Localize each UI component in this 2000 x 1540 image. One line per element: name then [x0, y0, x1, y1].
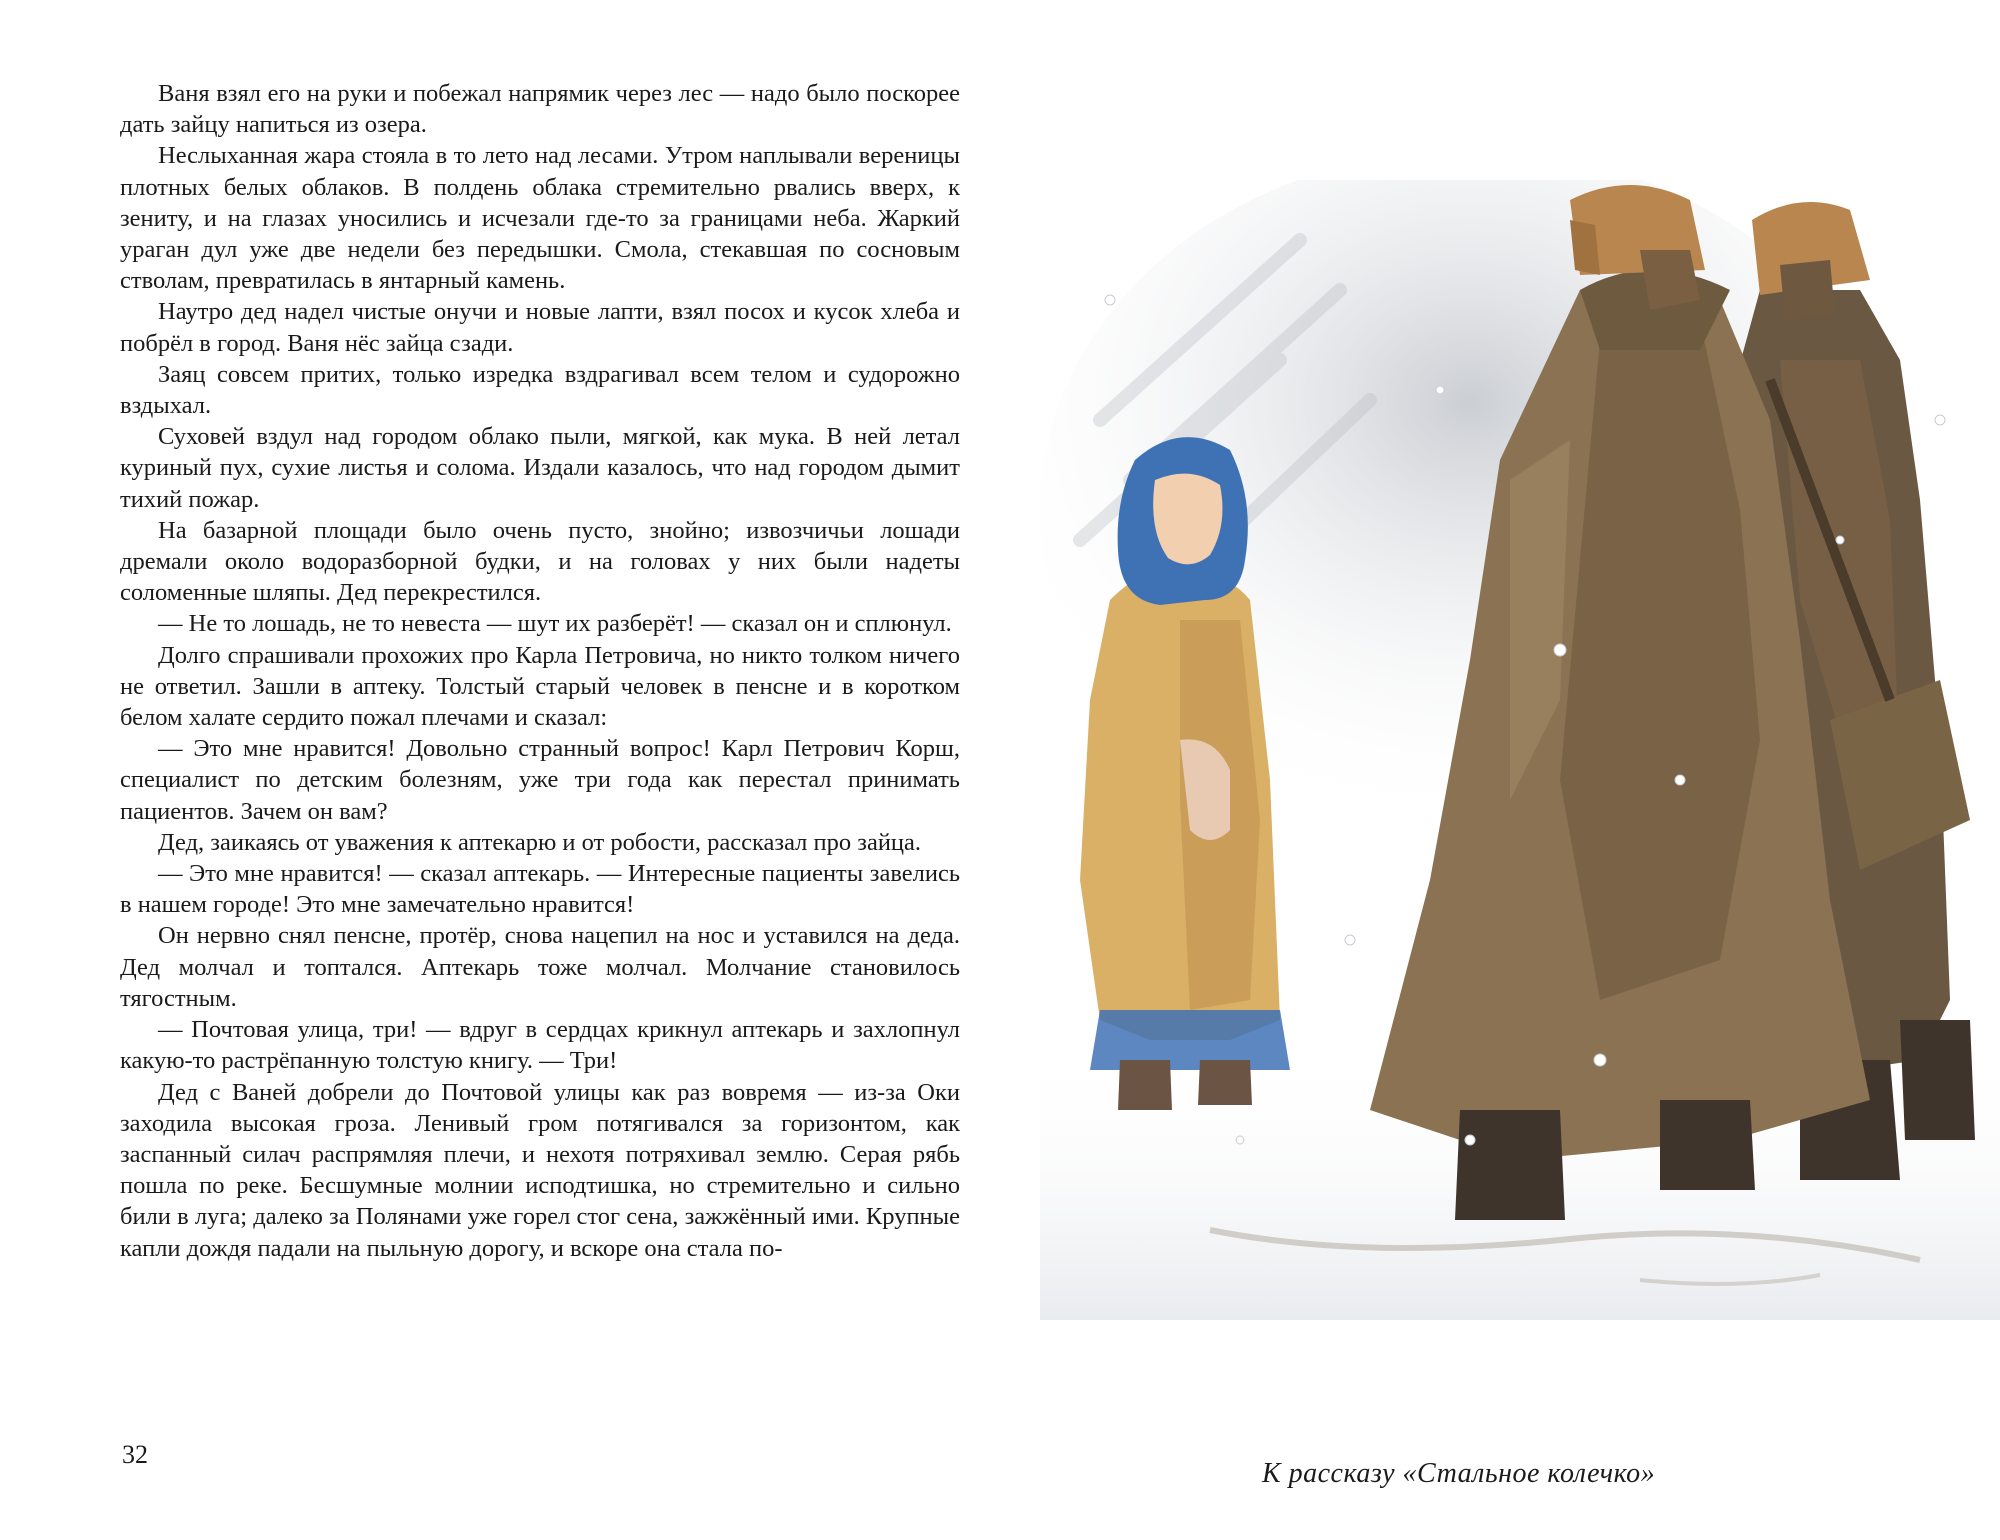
- illustration-caption: К рассказу «Стальное колечко»: [1262, 1458, 1656, 1489]
- boot-right: [1900, 1020, 1975, 1140]
- paragraph: Дед, заикаясь от уважения к аптекарю и от робости, рассказал про зайца.: [158, 828, 922, 856]
- paragraph: На базарной площади было очень пусто, знойно; извозчичьи лошади дремали около водоразборной будки, и на головах у них были надеты соломенные шляпы. Дед перекрестился.: [120, 516, 960, 607]
- illustration-svg: [1040, 180, 2000, 1440]
- paragraph: Долго спрашивали прохожих про Карла Петровича, но никто толком ничего не ответил. Зашли в аптеку. Толстый старый человек в пенсне и в коротком белом халате сердито пожал плечами и сказал:: [120, 641, 960, 732]
- child-boot: [1118, 1060, 1172, 1110]
- face-left: [1640, 250, 1700, 310]
- paragraph: Дед с Ваней добрели до Почтовой улицы как раз вовремя — из-за Оки заходила высокая гроза. Ленивый гром потягивался за горизонтом, как заспанный силач распрямляя плечи, и нехотя потряхивал землю. Серая рябь пошла по реке. Бесшумные молнии исподтишка, но стремительно и сильно били в луга; далеко за Полянами уже горел стог сена, зажжённый ими. Крупные капли дождя падали на пыльную дорогу, и вскоре она стала по-: [120, 1078, 960, 1262]
- paragraph: — Почтовая улица, три! — вдруг в сердцах крикнул аптекарь и захлопнул какую-то растрёпанную толстую книгу. — Три!: [120, 1016, 960, 1075]
- paragraph: Суховей вздул над городом облако пыли, мягкой, как мука. В ней летал куриный пух, сухие листья и солома. Издали казалось, что над городом дымит тихий пожар.: [120, 423, 960, 513]
- page-number: 32: [122, 1440, 148, 1469]
- paragraph: Ваня взял его на руки и побежал напрямик через лес — надо было поскорее дать зайцу напиться из озера.: [120, 80, 960, 139]
- paragraph: — Это мне нравится! — сказал аптекарь. — Интересные пациенты завелись в нашем городе! Это мне замечательно нравится!: [120, 860, 960, 919]
- boot-left: [1660, 1100, 1755, 1190]
- paragraph: Наутро дед надел чистые онучи и новые лапти, взял посох и кусок хлеба и побрёл в город. Ваня нёс зайца сзади.: [120, 298, 960, 357]
- child-boot: [1198, 1060, 1252, 1105]
- illustration-winter-scene: [1040, 180, 2000, 1440]
- paragraph: Неслыханная жара стояла в то лето над лесами. Утром наплывали вереницы плотных белых облаков. В полдень облака стремительно рвались вверх, к зениту, и на глазах уносились и исчезали где-то за границами неба. Жаркий ураган дул уже две недели без передышки. Смола, стекавшая по сосновым стволам, превратилась в янтарный камень.: [120, 142, 960, 295]
- paragraph: — Не то лошадь, не то невеста — шут их разберёт! — сказал он и сплюнул.: [158, 610, 952, 638]
- paragraph: Заяц совсем притих, только изредка вздрагивал всем телом и судорожно вздыхал.: [120, 360, 960, 420]
- child-face: [1153, 474, 1222, 565]
- paragraph: — Это мне нравится! Довольно странный вопрос! Карл Петрович Корш, специалист по детским болезням, уже три года как перестал принимать пациентов. Зачем он вам?: [120, 735, 960, 825]
- paragraph: Он нервно снял пенсне, протёр, снова нацепил на нос и уставился на деда. Дед молчал и топтался. Аптекарь тоже молчал. Молчание становилось тягостным.: [120, 922, 960, 1012]
- boot-left: [1455, 1110, 1565, 1220]
- page-text: [120, 78, 960, 1264]
- face-right: [1780, 260, 1835, 320]
